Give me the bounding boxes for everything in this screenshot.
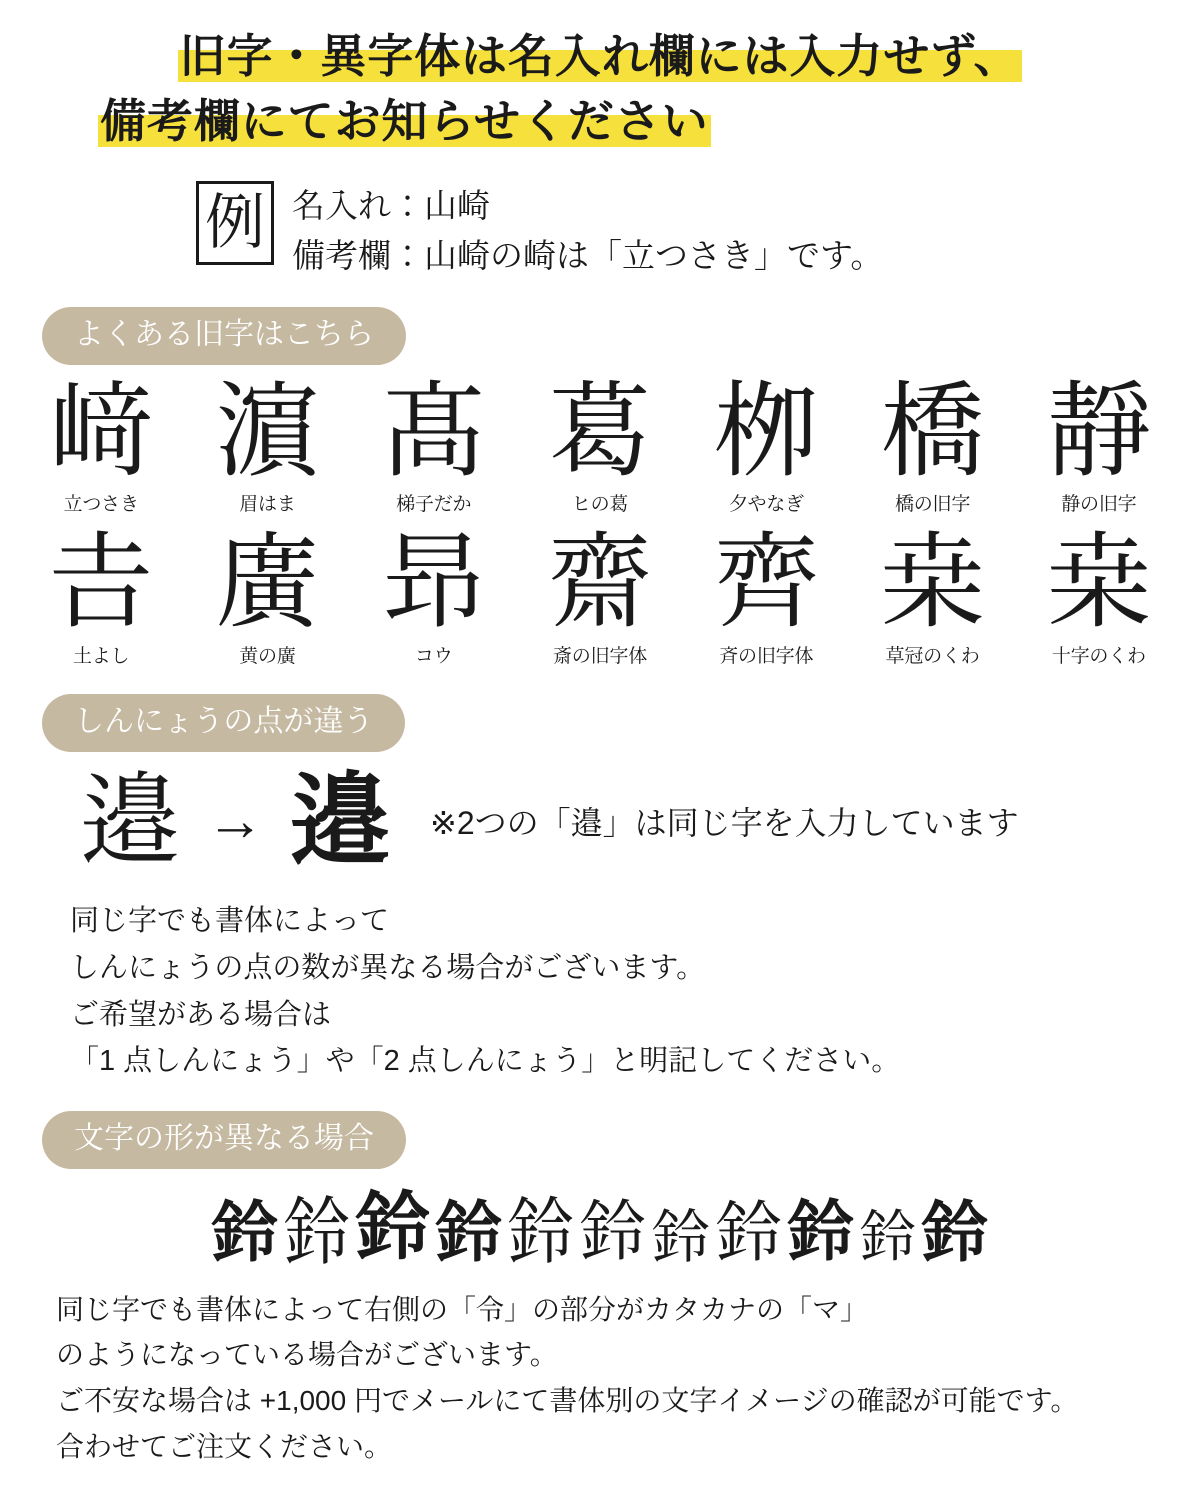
example-box: 例 — [196, 181, 274, 265]
kanji-cell — [184, 369, 350, 516]
kanji-label: コウ — [414, 645, 453, 667]
kanji-label: 斎の旧字体 — [552, 645, 648, 667]
example-lines — [292, 181, 883, 281]
suzuki-variant: 鈴 — [507, 1189, 574, 1275]
kanji-cell — [351, 521, 517, 667]
kanji-glyph: 桒 — [880, 521, 985, 644]
section-pill-old-kanji: よくある旧字はこちら — [42, 307, 406, 365]
kanji-label: 草冠のくわ — [885, 645, 980, 667]
section-pill-shinnyou: しんにょうの点が違う — [42, 694, 405, 752]
kanji-glyph: 靜 — [1046, 369, 1151, 492]
kanji-label: 黄の廣 — [239, 645, 296, 667]
kanji-glyph: 齋 — [547, 521, 652, 644]
section-shinnyou — [0, 694, 1200, 1086]
kanji-label: 眉はま — [239, 494, 296, 516]
shinnyou-glyph-before: 邉 — [80, 764, 180, 877]
kanji-cell — [351, 369, 517, 516]
kanji-glyph: 𠮷 — [49, 521, 154, 644]
suzuki-variant: 鈴 — [435, 1194, 502, 1269]
shinnyou-paragraph-line: ご希望がある場合は — [70, 998, 332, 1031]
suzuki-variant: 鈴 — [579, 1195, 646, 1269]
kanji-label: 土よし — [72, 645, 130, 667]
example-line-1: 名入れ：山崎 — [292, 186, 490, 224]
kanji-cell — [849, 369, 1015, 516]
arrow-right-icon: → — [206, 787, 264, 853]
kanji-label: 夕やなぎ — [728, 494, 804, 516]
kanji-label: 梯子だか — [396, 494, 472, 516]
shinnyou-glyph-after: 邉 — [290, 761, 390, 879]
kanji-glyph: 廣 — [215, 521, 320, 644]
shinnyou-paragraph — [0, 898, 1200, 1086]
suzuki-variant: 鈴 — [211, 1193, 278, 1271]
suzuki-variant: 鈴 — [283, 1190, 350, 1273]
kanji-label: 静の旧字 — [1061, 494, 1137, 516]
suzuki-variant: 鈴 — [355, 1184, 430, 1271]
shapes-paragraph — [0, 1287, 1200, 1471]
headline-line-1 — [30, 24, 1170, 89]
shinnyou-paragraph-line: 「1 点しんにょう」や「2 点しんにょう」と明記してください。 — [70, 1045, 901, 1078]
suzuki-variants-row — [0, 1184, 1200, 1275]
kanji-cell — [1016, 521, 1182, 667]
kanji-row-2 — [0, 521, 1200, 667]
shapes-paragraph-line: 合わせてご注文ください。 — [56, 1431, 393, 1463]
kanji-label: 十字のくわ — [1051, 645, 1146, 667]
kanji-glyph: 齊 — [714, 521, 819, 644]
shinnyou-comparison — [0, 761, 1200, 879]
kanji-label: 斉の旧字体 — [719, 645, 814, 667]
suzuki-variant: 鈴 — [922, 1192, 988, 1271]
kanji-cell — [184, 521, 350, 667]
section-pill-shapes: 文字の形が異なる場合 — [42, 1111, 406, 1169]
kanji-glyph: 﨑 — [49, 369, 154, 492]
kanji-cell — [1016, 369, 1182, 516]
shapes-paragraph-line: ご不安な場合は +1,000 円でメールにて書体別の文字イメージの確認が可能です。 — [56, 1385, 1079, 1417]
kanji-glyph: 髙 — [381, 369, 486, 492]
kanji-glyph: 葛 — [547, 369, 652, 492]
headline-line-2 — [30, 89, 1170, 154]
kanji-glyph: 桒 — [1046, 521, 1151, 644]
headline — [0, 0, 1200, 155]
shinnyou-paragraph-line: しんにょうの点の数が異なる場合がございます。 — [70, 951, 706, 984]
kanji-glyph: 濵 — [215, 369, 320, 492]
suzuki-variant: 鈴 — [788, 1195, 854, 1269]
shapes-paragraph-line: 同じ字でも書体によって右側の「令」の部分がカタカナの「マ」 — [56, 1293, 869, 1325]
shinnyou-paragraph-line: 同じ字でも書体によって — [70, 904, 390, 937]
suzuki-variant: 鈴 — [860, 1205, 916, 1271]
headline-line-1-text: 旧字・異字体は名入れ欄には入力せず、 — [179, 30, 1021, 82]
kanji-cell — [849, 521, 1015, 667]
kanji-cell — [517, 369, 683, 516]
shapes-paragraph-line: のようになっている場合がございます。 — [56, 1339, 558, 1371]
kanji-cell — [683, 369, 849, 516]
headline-line-2-text: 備考欄にてお知らせください — [100, 95, 709, 148]
kanji-cell — [18, 521, 184, 667]
kanji-label: 橋の旧字 — [894, 494, 971, 516]
kanji-cell — [683, 521, 849, 667]
kanji-label: ヒの葛 — [571, 494, 629, 516]
kanji-cell — [517, 521, 683, 667]
shinnyou-note: ※2つの「邉」は同じ字を入力しています — [430, 804, 1019, 841]
kanji-cell — [18, 369, 184, 516]
kanji-glyph: 栁 — [714, 369, 819, 492]
kanji-glyph: 橋 — [880, 369, 985, 492]
suzuki-variant: 鈴 — [716, 1194, 782, 1269]
section-shapes — [0, 1111, 1200, 1470]
section-old-kanji — [0, 307, 1200, 668]
kanji-row-1 — [0, 369, 1200, 516]
kanji-label: 立つさき — [63, 494, 139, 516]
kanji-glyph: 昻 — [381, 521, 486, 644]
suzuki-variant: 鈴 — [651, 1202, 710, 1271]
example-line-2: 備考欄：山崎の崎は「立つさき」です。 — [292, 236, 884, 274]
example-block — [0, 181, 1200, 281]
